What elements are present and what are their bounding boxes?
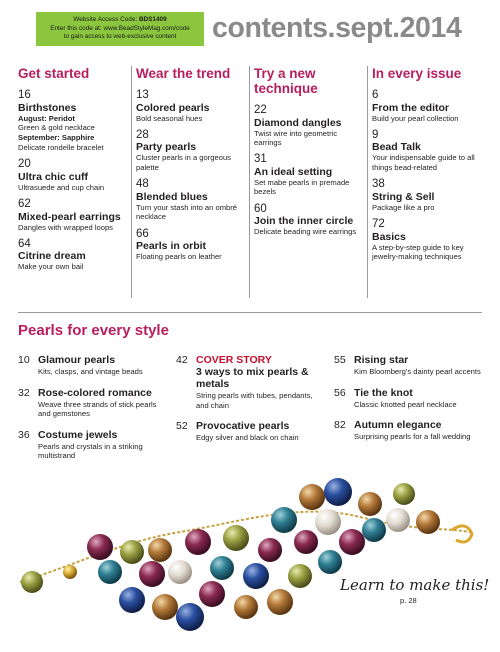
entry-title: Pearls in orbit <box>136 240 207 253</box>
page-number: 28 <box>136 128 149 141</box>
contents-masthead: contents.sept.2014 <box>212 12 462 44</box>
page-number: 48 <box>136 178 149 191</box>
toc-entry-cover-story[interactable] <box>176 354 316 410</box>
toc-entry[interactable] <box>18 198 130 232</box>
page-number: 13 <box>136 89 149 101</box>
entry-title: Autumn elegance <box>354 419 442 432</box>
toc-entry[interactable] <box>18 354 158 377</box>
entry-description: String pearls with tubes, pendants, and chain <box>196 391 313 410</box>
toc-entry[interactable] <box>136 89 246 123</box>
page-number: 32 <box>18 386 30 399</box>
entry-description: Make your own bail <box>18 262 84 272</box>
page-number: 38 <box>372 178 385 191</box>
toc-entry[interactable] <box>136 178 246 221</box>
toc-entry[interactable] <box>136 129 246 172</box>
learn-callout-page: p. 28 <box>400 596 417 605</box>
entry-description: Bold seasonal hues <box>136 113 203 123</box>
toc-entry[interactable] <box>18 89 130 152</box>
column-divider <box>249 66 250 298</box>
entry-title: Colored pearls <box>136 101 210 114</box>
cover-story-label: COVER STORY <box>196 354 272 366</box>
toc-entry[interactable] <box>18 429 158 461</box>
page-number: 64 <box>18 237 31 250</box>
entry-description: Twist wire into geometric earrings <box>254 128 338 147</box>
entry-description: Green & gold necklace <box>18 122 95 132</box>
entry-title: Glamour pearls <box>38 354 116 366</box>
column-heading: In every issue <box>372 66 462 81</box>
column-get-started <box>18 66 130 298</box>
entry-title: Birthstones <box>18 101 77 114</box>
page-number: 31 <box>254 153 267 166</box>
entry-description: Build your pearl collection <box>372 113 459 123</box>
page-number: 22 <box>254 104 267 116</box>
learn-callout: Learn to make this! <box>340 576 490 594</box>
entry-description: Floating pearls on leather <box>136 252 222 262</box>
column-divider <box>367 66 368 298</box>
entry-description: Delicate rondelle bracelet <box>18 142 104 152</box>
toc-entry[interactable] <box>254 153 364 196</box>
entry-description: Cluster pearls in a gorgeous palette <box>136 153 231 172</box>
entry-title: Party pearls <box>136 141 197 154</box>
entry-title: 3 ways to mix pearls & metals <box>196 366 309 390</box>
entry-description: Edgy silver and black on chain <box>196 433 299 443</box>
pearls-column-a <box>18 354 158 471</box>
column-divider <box>131 66 132 298</box>
page-number: 16 <box>18 89 31 101</box>
page-number: 42 <box>176 354 188 366</box>
toc-entry[interactable] <box>334 387 484 410</box>
entry-description: A step-by-step guide to key jewelry-making techniques <box>372 242 464 262</box>
pearls-column-b <box>176 354 316 453</box>
page-number: 9 <box>372 128 379 141</box>
entry-description: Surprising pearls for a fall wedding <box>354 432 471 442</box>
toc-entry[interactable] <box>18 387 158 419</box>
entry-description: Turn your stash into an ombré necklace <box>136 202 238 222</box>
entry-description: Kits, clasps, and vintage beads <box>38 367 143 376</box>
column-try-a-new-technique <box>254 66 364 298</box>
entry-description: Set mabe pearls in premade bezels <box>254 177 350 197</box>
entry-description: Delicate beading wire earrings <box>254 227 357 237</box>
toc-entry[interactable] <box>334 419 484 442</box>
entry-title: Citrine dream <box>18 250 86 263</box>
entry-title: Basics <box>372 230 406 243</box>
page-number: 62 <box>18 198 31 211</box>
entry-title: Bead Talk <box>372 141 421 154</box>
entry-title: Blended blues <box>136 190 208 203</box>
toc-entry[interactable] <box>254 203 364 237</box>
entry-description: Kim Bloomberg's dainty pearl accents <box>354 367 481 376</box>
entry-title: Join the inner circle <box>254 215 354 228</box>
entry-title: Tie the knot <box>354 386 413 399</box>
page-number: 36 <box>18 428 30 441</box>
access-code-note: to gain access to web-exclusive content <box>63 33 177 41</box>
entry-title: Provocative pearls <box>196 420 290 433</box>
toc-entry[interactable] <box>18 158 130 192</box>
access-code-line: Website Access Code: BDS1409 <box>73 16 167 23</box>
entry-title: Mixed-pearl earrings <box>18 210 121 223</box>
column-in-every-issue <box>372 66 484 298</box>
entry-description: Package like a pro <box>372 202 435 212</box>
toc-entry[interactable] <box>254 104 364 147</box>
entry-title: Rose-colored romance <box>38 386 152 399</box>
entry-title: Ultra chic cuff <box>18 170 89 183</box>
page-number: 10 <box>18 354 30 366</box>
page-number: 55 <box>334 354 346 366</box>
column-wear-the-trend <box>136 66 246 298</box>
entry-title: From the editor <box>372 101 450 114</box>
toc-entry[interactable] <box>18 238 130 272</box>
access-code-box <box>36 12 204 46</box>
toc-entry[interactable] <box>372 89 484 123</box>
pearls-column-c <box>334 354 484 452</box>
section-divider <box>18 312 482 313</box>
page-number: 72 <box>372 218 385 231</box>
entry-description: Classic knotted pearl necklace <box>354 399 457 409</box>
toc-entry[interactable] <box>372 129 484 172</box>
entry-title: Diamond dangles <box>254 116 342 129</box>
entry-sub-label: August: Peridot <box>18 113 75 123</box>
entry-sub-label: September: Sapphire <box>18 133 95 143</box>
entry-title: Costume jewels <box>38 428 118 441</box>
column-heading: Get started <box>18 66 90 81</box>
entry-description: Ultrasuede and cup chain <box>18 182 105 192</box>
page-number: 60 <box>254 202 267 215</box>
page-number: 66 <box>136 227 149 240</box>
entry-title: An ideal setting <box>254 165 333 178</box>
column-heading: Wear the trend <box>136 66 231 81</box>
page-number: 56 <box>334 386 346 399</box>
page-number: 52 <box>176 420 188 433</box>
access-code: BDS1409 <box>138 16 167 23</box>
entry-title: String & Sell <box>372 190 435 203</box>
page-number: 6 <box>372 89 379 101</box>
pearl-necklace-photo <box>0 472 500 652</box>
entry-description: Pearls and crystals in a striking multistrand <box>38 441 143 461</box>
page-number: 20 <box>18 158 31 171</box>
entry-description: Your indispensable guide to all things bead-related <box>372 153 475 172</box>
section-heading: Pearls for every style <box>18 322 169 339</box>
page-number: 82 <box>334 419 346 432</box>
toc-entry[interactable] <box>136 228 246 262</box>
access-code-url-line: Enter this code at: www.BeadStyleMag.com/code <box>50 24 190 32</box>
column-heading: Try a new technique <box>254 66 318 96</box>
toc-entry[interactable] <box>334 354 484 377</box>
entry-description: Weave three strands of stick pearls and gemstones <box>38 399 157 419</box>
toc-entry[interactable] <box>372 218 484 261</box>
entry-title: Rising star <box>354 354 409 366</box>
toc-entry[interactable] <box>176 420 316 443</box>
toc-entry[interactable] <box>372 178 484 212</box>
entry-description: Dangles with wrapped loops <box>18 222 113 232</box>
